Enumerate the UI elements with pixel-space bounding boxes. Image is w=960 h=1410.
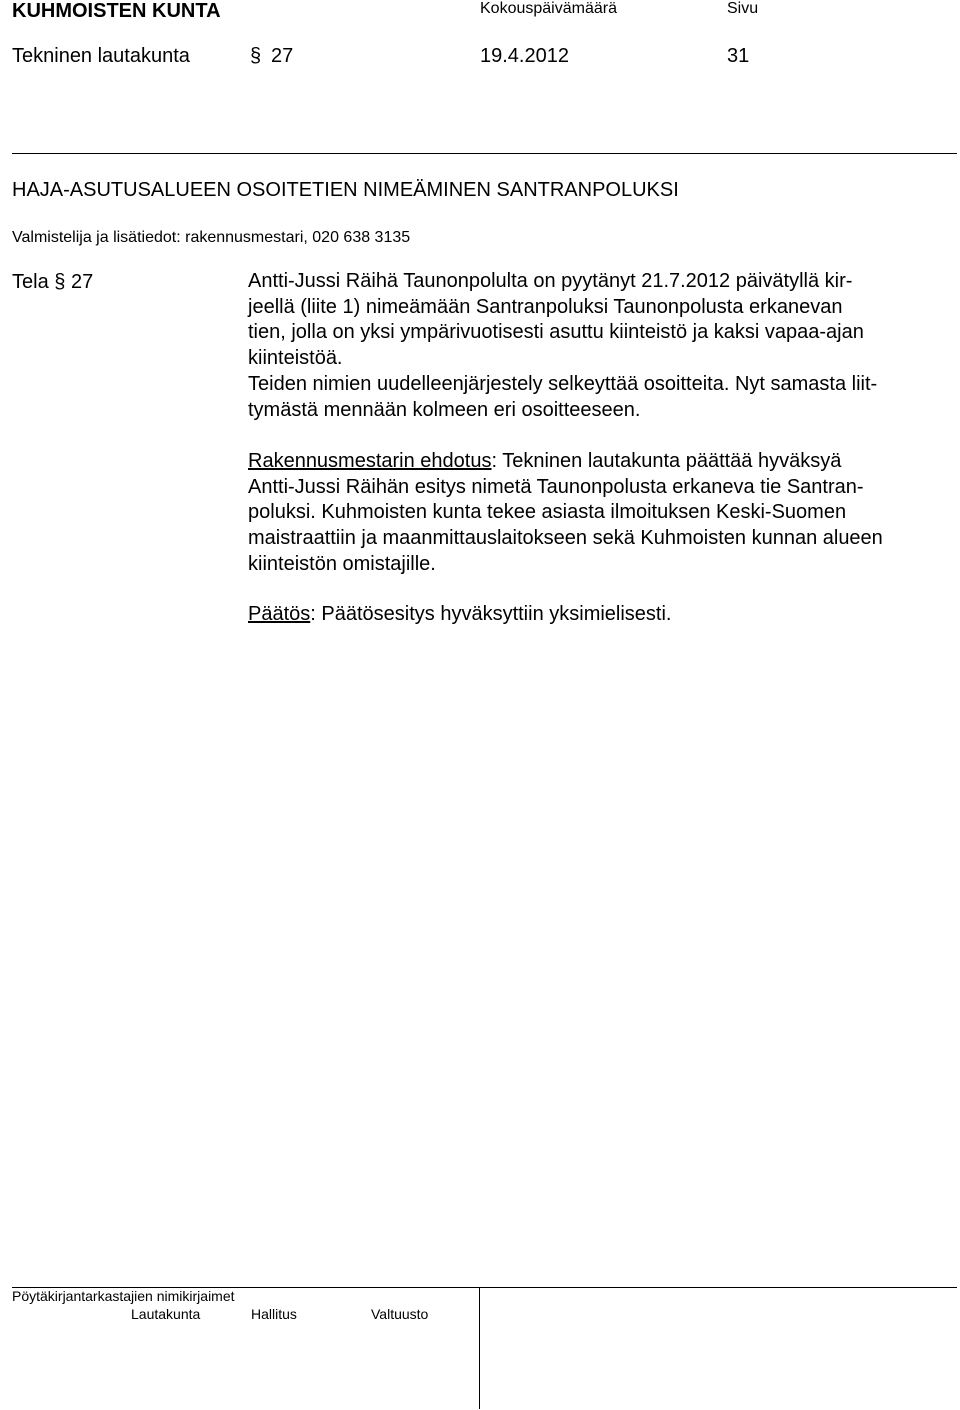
tela-number: 27: [70, 271, 94, 293]
preparer-info: Valmistelija ja lisätiedot: rakennusmestari, 020 638 3135: [12, 229, 411, 246]
proposal-line: maistraattiin ja maanmittauslaitokseen sekä Kuhmoisten kunnan alueen: [248, 527, 883, 550]
page-label: Sivu: [727, 0, 759, 17]
description-line: jeellä (liite 1) nimeämään Santranpoluksi Taunonpolusta erkanevan: [248, 295, 843, 318]
signatures-label: Pöytäkirjantarkastajien nimikirjaimet: [12, 1288, 235, 1304]
proposal-line: Antti-Jussi Räihän esitys nimetä Taunonpolusta erkaneva tie Santran-: [248, 475, 864, 498]
description-paragraph: [248, 269, 958, 423]
description-line: kiinteistöä.: [248, 347, 343, 370]
description-line: Antti-Jussi Räihä Taunonpolulta on pyytänyt 21.7.2012 päivätyllä kir-: [248, 270, 853, 292]
description-line: tymästä mennään kolmeen eri osoitteeseen.: [248, 398, 641, 421]
decision-text: : Päätösesitys hyväksyttiin yksimielisesti.: [310, 603, 672, 625]
description-line: tien, jolla on yksi ympärivuotisesti asuttu kiinteistö ja kaksi vapaa-ajan: [248, 321, 864, 344]
decision-label: Päätös: [248, 603, 311, 625]
decision-line: [248, 602, 958, 628]
footer-vertical-rule: [479, 1287, 480, 1409]
signature-column-lautakunta: Lautakunta: [131, 1306, 201, 1322]
section-number: 27: [271, 45, 294, 67]
signature-column-hallitus: Hallitus: [251, 1306, 297, 1322]
section-symbol: §: [250, 45, 262, 67]
agenda-item-title: HAJA-ASUTUSALUEEN OSOITETIEN NIMEÄMINEN SANTRANPOLUKSI: [12, 179, 679, 201]
board-name: Tekninen lautakunta: [12, 45, 190, 67]
meeting-date-label: Kokouspäivämäärä: [480, 0, 617, 17]
meeting-date: 19.4.2012: [480, 45, 569, 67]
proposal-line: [248, 449, 958, 475]
organization-name: KUHMOISTEN KUNTA: [12, 0, 221, 22]
header-divider: [12, 153, 957, 154]
tela-label: [12, 271, 93, 294]
tela-word: Tela: [12, 271, 49, 293]
page-number: 31: [727, 45, 750, 67]
decision-paragraph: [248, 602, 958, 628]
proposal-line: kiinteistön omistajille.: [248, 552, 436, 575]
proposal-text: : Tekninen lautakunta päättää hyväksyä: [491, 450, 842, 472]
proposal-paragraph: [248, 449, 958, 578]
signature-column-valtuusto: Valtuusto: [371, 1306, 429, 1322]
description-line: Teiden nimien uudelleenjärjestely selkeyttää osoitteita. Nyt samasta liit-: [248, 372, 878, 395]
proposal-label: Rakennusmestarin ehdotus: [248, 450, 492, 472]
tela-section-symbol: §: [54, 271, 66, 293]
footer-top-rule-right: [479, 1287, 957, 1288]
proposal-line: poluksi. Kuhmoisten kunta tekee asiasta ilmoituksen Keski-Suomen: [248, 501, 847, 524]
